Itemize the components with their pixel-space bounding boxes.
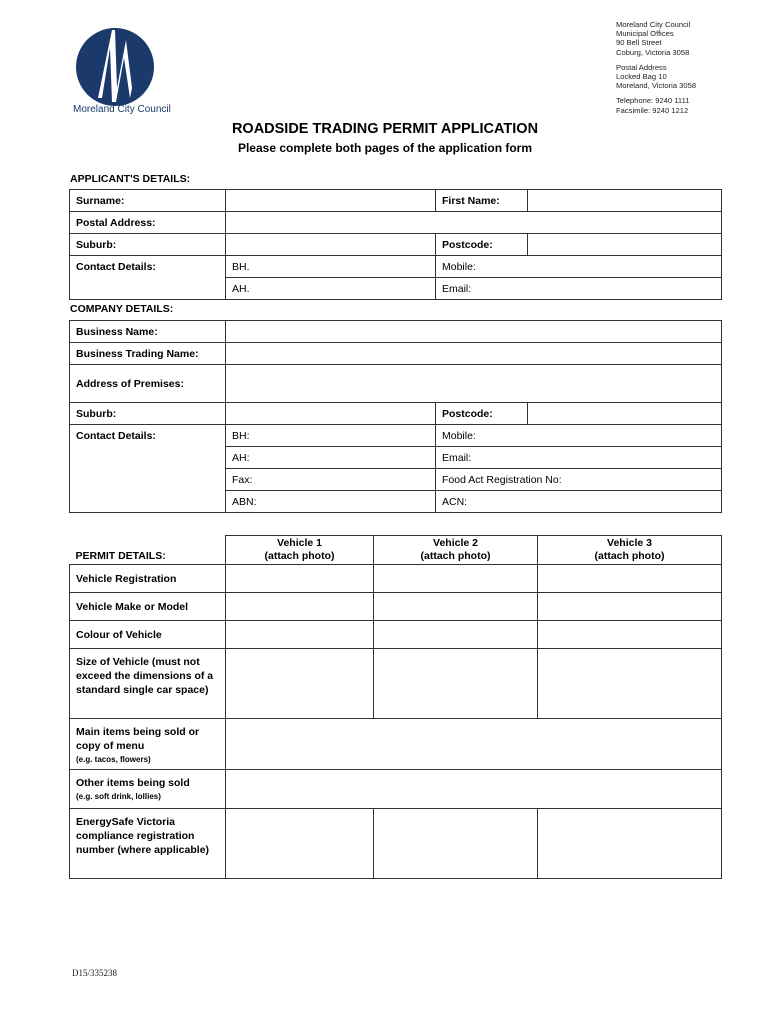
facsimile: Facsimile: 9240 1212 <box>616 105 689 115</box>
applicant-contact-label: Contact Details: <box>70 256 226 300</box>
page-title: ROADSIDE TRADING PERMIT APPLICATION <box>231 121 539 137</box>
company-table <box>69 320 722 513</box>
other-items-example: (e.g. soft drink, lollies) <box>76 792 161 801</box>
applicant-table <box>69 189 722 300</box>
postal-address-field[interactable] <box>226 212 722 234</box>
vehicle-2-label: Vehicle 2 <box>433 537 478 549</box>
vehicle-3-registration-field[interactable] <box>538 565 722 593</box>
company-acn-field[interactable]: ACN: <box>436 491 722 513</box>
other-items-label: Other items being sold <box>76 777 190 789</box>
company-email-field[interactable]: Email: <box>436 447 722 469</box>
food-act-registration-field[interactable]: Food Act Registration No: <box>436 469 722 491</box>
vehicle-2-colour-field[interactable] <box>374 621 538 649</box>
postal-address-label: Postal Address: <box>70 212 226 234</box>
energysafe-label: EnergySafe Victoria compliance registration number (where applicable) <box>70 809 226 879</box>
applicant-email-field[interactable]: Email: <box>436 278 722 300</box>
vehicle-3-attach-photo: (attach photo) <box>594 550 665 562</box>
main-items-field[interactable] <box>226 719 722 770</box>
contact-office: Municipal Offices <box>616 29 674 39</box>
vehicle-3-colour-field[interactable] <box>538 621 722 649</box>
document-reference: D15/335238 <box>72 968 117 978</box>
vehicle-2-energysafe-field[interactable] <box>374 809 538 879</box>
applicant-suburb-field[interactable] <box>226 234 436 256</box>
other-items-field[interactable] <box>226 770 722 809</box>
company-mobile-field[interactable]: Mobile: <box>436 425 722 447</box>
company-abn-field[interactable]: ABN: <box>226 491 436 513</box>
page-subtitle: Please complete both pages of the application form <box>237 141 533 155</box>
vehicle-1-energysafe-field[interactable] <box>226 809 374 879</box>
contact-city: Coburg, Victoria 3058 <box>616 47 690 57</box>
postal-city: Moreland, Victoria 3058 <box>616 81 697 91</box>
company-fax-field[interactable]: Fax: <box>226 469 436 491</box>
logo-text: Moreland City Council <box>73 104 171 115</box>
vehicle-1-attach-photo: (attach photo) <box>264 550 335 562</box>
business-trading-name-label: Business Trading Name: <box>70 343 226 365</box>
contact-street: 90 Bell Street <box>616 38 662 48</box>
other-items-cell <box>70 770 226 809</box>
vehicle-3-label: Vehicle 3 <box>607 537 652 549</box>
main-items-cell <box>70 719 226 770</box>
vehicle-colour-label: Colour of Vehicle <box>70 621 226 649</box>
main-items-label: Main items being sold or copy of menu <box>76 726 200 752</box>
company-suburb-label: Suburb: <box>70 403 226 425</box>
vehicle-1-make-field[interactable] <box>226 593 374 621</box>
company-postcode-field[interactable] <box>528 403 722 425</box>
vehicle-1-colour-field[interactable] <box>226 621 374 649</box>
applicant-section-title: APPLICANT'S DETAILS: <box>70 173 191 185</box>
logo-m-icon <box>76 28 154 106</box>
first-name-label: First Name: <box>436 190 528 212</box>
vehicle-2-header <box>374 536 538 565</box>
vehicle-3-make-field[interactable] <box>538 593 722 621</box>
permit-section-title: PERMIT DETAILS: <box>70 536 226 565</box>
main-items-example: (e.g. tacos, flowers) <box>76 755 151 764</box>
applicant-ah-field[interactable]: AH. <box>226 278 436 300</box>
vehicle-2-make-field[interactable] <box>374 593 538 621</box>
surname-field[interactable] <box>226 190 436 212</box>
contact-org: Moreland City Council <box>616 20 691 29</box>
business-name-label: Business Name: <box>70 321 226 343</box>
first-name-field[interactable] <box>528 190 722 212</box>
business-name-field[interactable] <box>226 321 722 343</box>
vehicle-1-registration-field[interactable] <box>226 565 374 593</box>
vehicle-3-header <box>538 536 722 565</box>
council-contact-block <box>616 20 696 115</box>
vehicle-size-label: Size of Vehicle (must not exceed the dimensions of a standard single car space) <box>70 649 226 719</box>
applicant-postcode-label: Postcode: <box>436 234 528 256</box>
address-of-premises-field[interactable] <box>226 365 722 403</box>
applicant-bh-field[interactable]: BH. <box>226 256 436 278</box>
vehicle-2-attach-photo: (attach photo) <box>420 550 491 562</box>
permit-table <box>69 535 722 879</box>
applicant-postcode-field[interactable] <box>528 234 722 256</box>
company-contact-label: Contact Details: <box>70 425 226 513</box>
applicant-suburb-label: Suburb: <box>70 234 226 256</box>
company-suburb-field[interactable] <box>226 403 436 425</box>
vehicle-registration-label: Vehicle Registration <box>70 565 226 593</box>
vehicle-3-size-field[interactable] <box>538 649 722 719</box>
business-trading-name-field[interactable] <box>226 343 722 365</box>
address-of-premises-label: Address of Premises: <box>70 365 226 403</box>
applicant-mobile-field[interactable]: Mobile: <box>436 256 722 278</box>
postal-title: Postal Address <box>616 62 667 72</box>
vehicle-3-energysafe-field[interactable] <box>538 809 722 879</box>
vehicle-1-label: Vehicle 1 <box>277 537 322 549</box>
postal-bag: Locked Bag 10 <box>616 72 667 82</box>
telephone: Telephone: 9240 1111 <box>616 96 690 106</box>
vehicle-1-size-field[interactable] <box>226 649 374 719</box>
council-logo <box>76 28 154 106</box>
vehicle-2-registration-field[interactable] <box>374 565 538 593</box>
vehicle-2-size-field[interactable] <box>374 649 538 719</box>
vehicle-make-label: Vehicle Make or Model <box>70 593 226 621</box>
surname-label: Surname: <box>70 190 226 212</box>
company-ah-field[interactable]: AH: <box>226 447 436 469</box>
company-section-title: COMPANY DETAILS: <box>70 303 174 315</box>
company-bh-field[interactable]: BH: <box>226 425 436 447</box>
vehicle-1-header <box>226 536 374 565</box>
company-postcode-label: Postcode: <box>436 403 528 425</box>
